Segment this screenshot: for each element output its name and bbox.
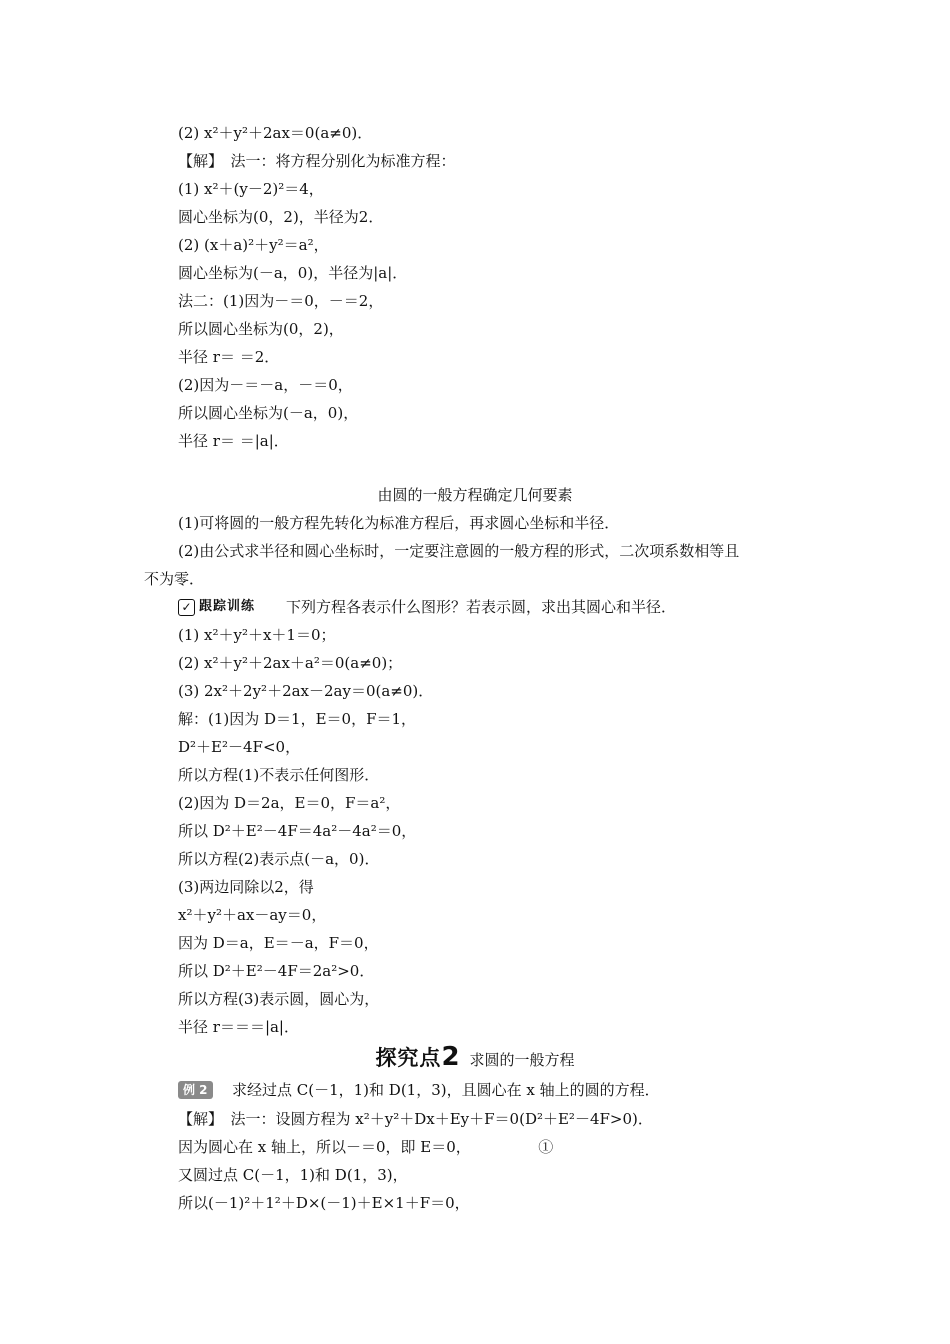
solution-line: 半径 r＝ ＝|a|． [178,432,289,450]
training-line: (3) 2x²＋2y²＋2ax－2ay＝0(a≠0)． [178,682,434,700]
training-line: D²＋E²－4F<0， [178,738,301,756]
training-line: 所以方程(3)表示圆，圆心为， [178,990,380,1008]
section-subtitle: 求圆的一般方程 [469,1051,575,1069]
section-number: 2 [441,1042,460,1072]
example-line: 又圆过点 C(－1，1)和 D(1，3)， [178,1166,408,1184]
section-heading [0,1042,950,1072]
solution-line: 圆心坐标为(0，2)，半径为2． [178,208,384,226]
training-line: 所以 D²＋E²－4F＝2a²>0． [178,962,375,980]
training-line: 解：(1)因为 D＝1，E＝0，F＝1， [178,710,417,728]
training-line: (2)因为 D＝2a，E＝0，F＝a²， [178,794,401,812]
section-title: 探究点 [375,1046,442,1070]
solution-line: 所以圆心坐标为(0，2)， [178,320,344,338]
example-line: 因为圆心在 x 轴上，所以－＝0，即 E＝0， ① [178,1138,554,1156]
method-point-2-cont: 不为零． [144,570,205,588]
solution-line: (2) x²＋y²＋2ax＝0(a≠0)． [178,124,373,142]
training-line: x²＋y²＋ax－ay＝0， [178,906,327,924]
training-prompt: 下列方程各表示什么图形？若表示圆，求出其圆心和半径． [286,598,677,616]
solution-line: 圆心坐标为(－a，0)，半径为|a|． [178,264,408,282]
check-icon: ✓ [178,599,195,616]
training-line: 所以 D²＋E²－4F＝4a²－4a²＝0， [178,822,417,840]
solution-line: 所以圆心坐标为(－a，0)， [178,404,359,422]
example-line: 【解】 法一：设圆方程为 x²＋y²＋Dx＋Ey＋F＝0(D²＋E²－4F>0)． [178,1110,653,1128]
training-line: (2) x²＋y²＋2ax＋a²＝0(a≠0)； [178,654,403,672]
solution-line: 【解】 法一：将方程分别化为标准方程： [178,152,456,170]
solution-line: 半径 r＝ ＝2． [178,348,280,366]
solution-line: (2)因为－＝－a，－＝0， [178,376,353,394]
solution-line: (1) x²＋(y－2)²＝4， [178,180,324,198]
example-line: 所以(－1)²＋1²＋D×(－1)＋E×1＋F＝0， [178,1194,470,1212]
training-line: (1) x²＋y²＋x＋1＝0； [178,626,336,644]
training-line: 半径 r＝＝＝|a|． [178,1018,299,1036]
solution-line: (2) (x＋a)²＋y²＝a²， [178,236,329,254]
training-line: 所以方程(1)不表示任何图形． [178,766,380,784]
method-point-1: (1)可将圆的一般方程先转化为标准方程后，再求圆心坐标和半径． [178,514,620,532]
training-line: (3)两边同除以2，得 [178,878,314,896]
training-line: 所以方程(2)表示点(－a，0)． [178,850,380,868]
example-prompt: 求经过点 C(－1，1)和 D(1，3)，且圆心在 x 轴上的圆的方程． [232,1081,660,1099]
training-tag [178,598,255,616]
training-tag-label: 跟踪训练 [199,599,256,614]
training-line: 因为 D＝a，E＝－a，F＝0， [178,934,379,952]
method-point-2: (2)由公式求半径和圆心坐标时，一定要注意圆的一般方程的形式，二次项系数相等且 [178,542,740,560]
solution-line: 法二：(1)因为－＝0，－＝2， [178,292,384,310]
example-badge: 例 2 [178,1081,213,1099]
method-box-title: 由圆的一般方程确定几何要素 [377,486,573,504]
